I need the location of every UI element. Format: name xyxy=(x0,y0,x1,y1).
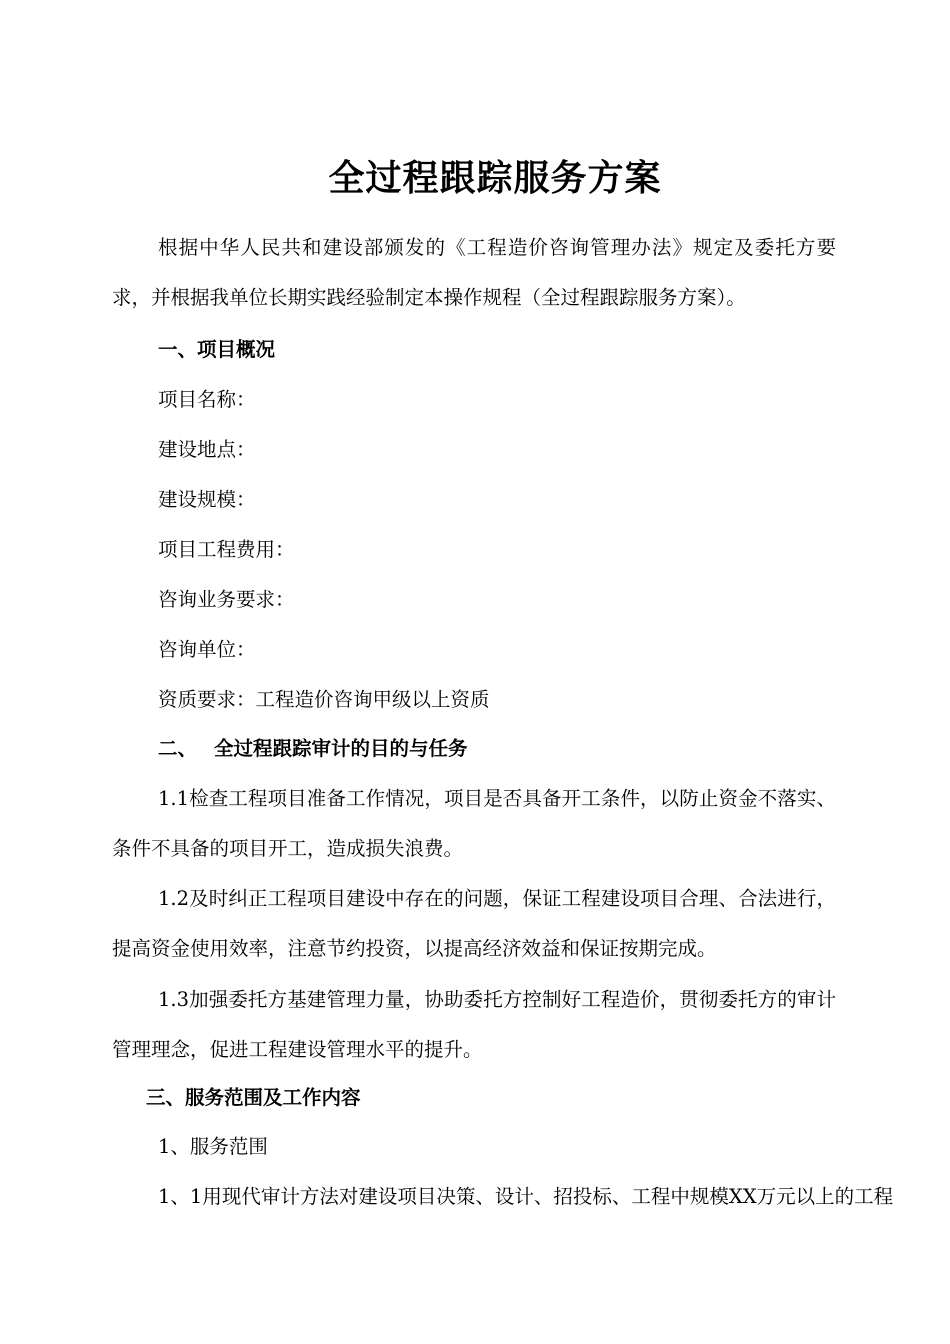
section3-subheading-scope: 1、服务范围 xyxy=(158,1135,268,1158)
section2-item-1: 1.1检查工程项目准备工作情况，项目是否具备开工条件，以防止资金不落实、条件不具备的项目开工，造成损失浪费。 xyxy=(112,787,836,860)
field-consulting-unit: 咨询单位： xyxy=(158,638,256,661)
field-qualification: 资质要求：工程造价咨询甲级以上资质 xyxy=(158,688,490,711)
document-title: 全过程跟踪服务方案 xyxy=(328,157,662,199)
field-scale: 建设规模： xyxy=(158,488,256,511)
section2-item-3: 1.3加强委托方基建管理力量，协助委托方控制好工程造价，贯彻委托方的审计管理理念，促进工程建设管理水平的提升。 xyxy=(112,988,836,1061)
field-project-name: 项目名称： xyxy=(158,388,256,411)
section2-item-2: 1.2及时纠正工程项目建设中存在的问题，保证工程建设项目合理、合法进行，提高资金使用效率，注意节约投资，以提高经济效益和保证按期完成。 xyxy=(112,887,836,960)
section2-heading: 全过程跟踪审计的目的与任务 xyxy=(214,737,468,760)
section3-heading: 三、服务范围及工作内容 xyxy=(146,1086,361,1109)
field-location: 建设地点： xyxy=(158,438,256,461)
field-project-cost: 项目工程费用： xyxy=(158,538,295,561)
section3-item-1: 1、1用现代审计方法对建设项目决策、设计、招投标、工程中规模XX万元以上的工程 xyxy=(158,1185,894,1208)
field-consulting-requirements: 咨询业务要求： xyxy=(158,588,295,611)
intro-paragraph: 根据中华人民共和建设部颁发的《工程造价咨询管理办法》规定及委托方要求，并根据我单位长期实践经验制定本操作规程（全过程跟踪服务方案）。 xyxy=(112,236,836,309)
section2-heading-number: 二、 xyxy=(158,737,198,760)
section1-heading: 一、项目概况 xyxy=(158,338,276,361)
